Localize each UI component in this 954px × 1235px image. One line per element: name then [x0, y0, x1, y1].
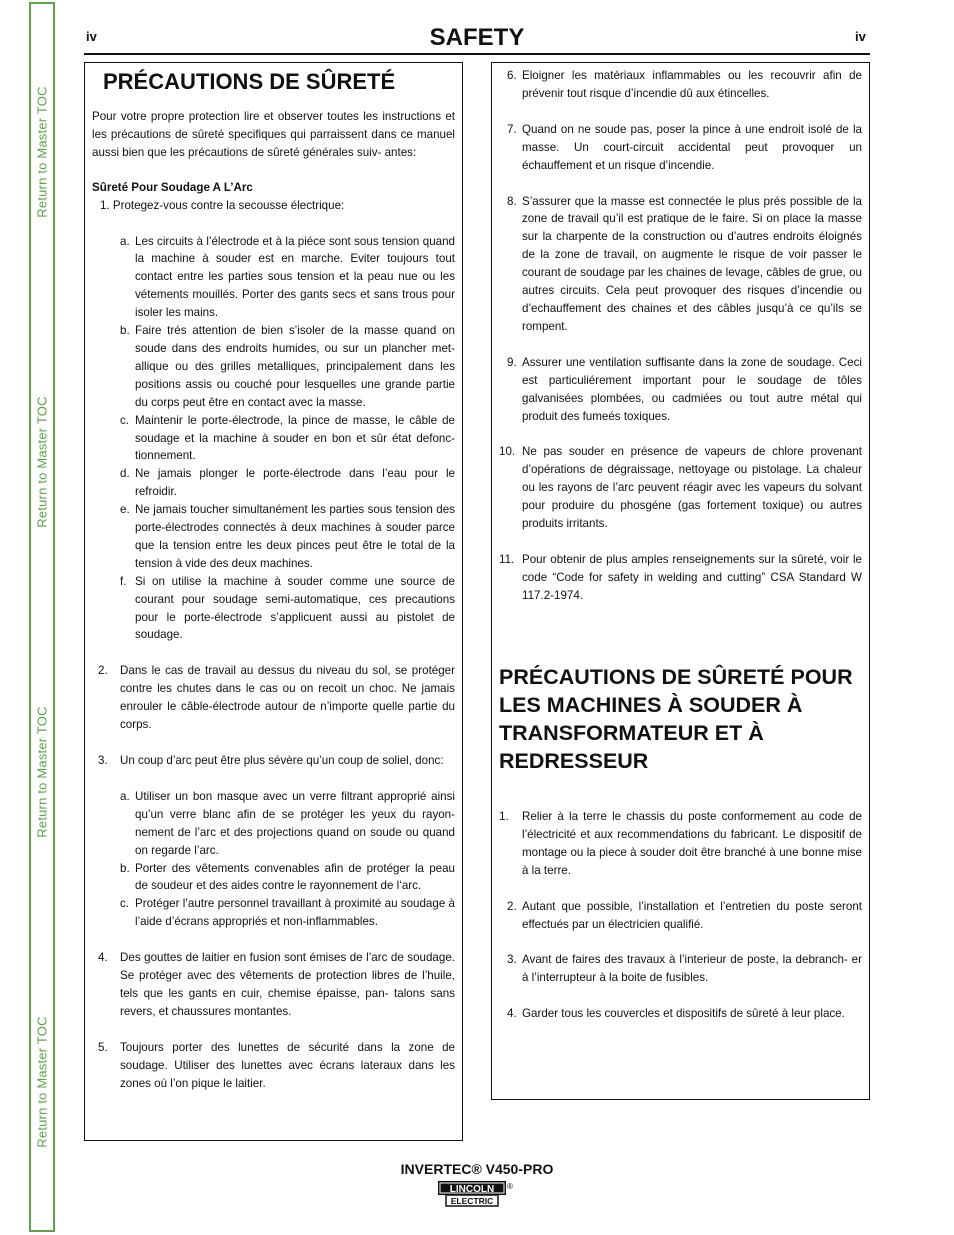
- sub-item-text: Si on utilise la machine à souder comme une source de courant pour soudage semi-automatique, ces precautions pour le porte-électrode s’applicuent aussi au pistolet de soudage.: [135, 574, 455, 642]
- sub-list-item: [120, 501, 455, 573]
- page-number-right: iv: [855, 29, 866, 44]
- sub-list-item: [120, 412, 455, 466]
- sub-list-item: [120, 322, 455, 412]
- footer-model-name: INVERTEC® V450-PRO: [400, 1161, 554, 1177]
- list-item-text: S’assurer que la masse est connectée le plus prés possible de la zone de travail qu’il est pratique de le faire. Si on place la masse sur la charpente de la construction ou d’autres endroits éloignés de la zone de travail, on augmente le risque de voir passer le courant de soudage par les chaines de levage, câbles de grue, ou autres circuits. Cela peut provoquer des risques d’incendie ou d’echauffement des chaines et des câbles jusqu’à ce qu’ils se rompent.: [522, 194, 862, 333]
- sub-item-label: d.: [120, 467, 130, 481]
- sub-item-text: Protéger l’autre personnel travaillant à proximité au soudage à l’aide d’écrans appropriés et non-inflammables.: [135, 897, 455, 929]
- list-item-number: 1.: [499, 810, 509, 823]
- sub-item-text: Utiliser un bon masque avec un verre filtrant approprié ainsi qu’un verre blanc afin de se protéger les yeux du rayon- nement de l’arc et des projections quand on soude ou quand on regarde l’arc.: [135, 789, 455, 857]
- list-item-text: 1. Protegez-vous contre la secousse électrique:: [100, 198, 345, 212]
- list-item-number: 9.: [507, 355, 517, 369]
- intro-paragraph: Pour votre propre protection lire et observer toutes les instructions et les précautions de sûreté specifiques qui parraissent dans ce manuel aussi bien que les précautions de sûreté générales suiv- antes:: [92, 110, 455, 159]
- right-safety-box: [491, 62, 870, 1100]
- header-rule: [84, 53, 870, 55]
- list-item-text: Garder tous les couvercles et dispositifs de sûreté à leur place.: [522, 1007, 845, 1021]
- sub-item-label: e.: [120, 503, 130, 517]
- list-item-text: Un coup d’arc peut être plus sévère qu’un coup de soliel, donc:: [120, 754, 444, 767]
- sub-item-label: c.: [120, 413, 130, 427]
- sub-list-item: [120, 788, 455, 860]
- return-to-master-toc-link[interactable]: Return to Master TOC: [34, 396, 50, 528]
- list-item: [98, 1039, 455, 1093]
- list-item: [499, 808, 862, 880]
- list-item-text: Relier à la terre le chassis du poste conformement au code de l’électricité et aux recommendations du fabricant. Le dispositif de montage ou la piece à souder doit être branché à une bonne mise à la terre.: [522, 810, 862, 877]
- list-item-number: 10.: [499, 445, 516, 459]
- sub-list-item: [120, 233, 455, 323]
- list-item-text: Eloigner les matériaux inflammables ou les recouvrir afin de prévenir tout risque d’incendie dû aux étincelles.: [522, 69, 862, 100]
- list-item: [499, 67, 862, 103]
- list-item: [499, 121, 862, 175]
- sub-item-label: f.: [120, 574, 127, 588]
- logo-text-bottom: ELECTRIC: [450, 1196, 494, 1206]
- return-to-master-toc-link[interactable]: Return to Master TOC: [34, 1016, 50, 1148]
- page-title: SAFETY: [429, 24, 525, 51]
- list-item: [499, 193, 862, 336]
- registered-mark: ®: [507, 1182, 513, 1191]
- list-item-text: Autant que possible, l’installation et l’entretien du poste seront effectués par un électricien qualifié.: [522, 899, 862, 931]
- lincoln-electric-logo: [436, 1180, 516, 1213]
- list-item-text: Quand on ne soude pas, poser la pince à une endroit isolé de la masse. Un court-circuit accidental peut provoquer un échauffement et un risque d’incendie.: [522, 122, 862, 172]
- list-item: [98, 752, 455, 770]
- list-item-number: 3.: [98, 754, 108, 767]
- list-item-text: Pour obtenir de plus amples renseignements sur la sûreté, voir le code “Code for safety in welding and cutting” CSA Standard W 117.2-1974.: [522, 552, 862, 602]
- list-item: [98, 662, 455, 734]
- list-item-number: 8.: [507, 194, 517, 208]
- sub-item-text: Ne jamais plonger le porte-électrode dans l’eau pour le refroidir.: [135, 467, 455, 499]
- list-item: [92, 197, 455, 215]
- sub-item-text: Faire trés attention de bien s’isoler de la masse quand on soude dans des endroits humides, ou sur un plancher met- allique ou des grilles metalliques, principalement dans les positions assis ou couché pour lesquelles une grande partie du corps peut être en contact avec la masse.: [135, 324, 455, 409]
- list-item-text: Assurer une ventilation suffisante dans la zone de soudage. Ceci est particuliérement important pour le soudage de tôles galvanisées plombées, ou cadmiées ou tout autre métal qui produit des fumeés toxiques.: [522, 355, 862, 423]
- list-item-text: Des gouttes de laitier en fusion sont émises de l’arc de soudage. Se protéger avec des vêtements de protection libres de l’huile, tels que les gants en cuir, chemise épaisse, pan- talons sans revers, et chaussures montantes.: [120, 951, 455, 1018]
- list-item-number: 4.: [507, 1007, 517, 1021]
- list-item: [499, 354, 862, 426]
- sub-item-label: a.: [120, 789, 130, 803]
- return-to-master-toc-link[interactable]: Return to Master TOC: [34, 86, 50, 218]
- sub-list-item: [120, 860, 455, 896]
- sub-item-text: Les circuits à l’électrode et à la piéce sont sous tension quand la machine à souder est en marche. Eviter toujours tout contact entre les parties sous tension et la peau nue ou les vétements mouillés. Porter des gants secs et sans trous pour isoler les mains.: [135, 234, 455, 320]
- sub-list: [92, 788, 455, 931]
- list-item-number: 5.: [98, 1040, 108, 1054]
- list-item-number: 2.: [507, 899, 517, 913]
- list-item: [499, 443, 862, 533]
- sub-list: [92, 233, 455, 645]
- sub-item-text: Maintenir le porte-électrode, la pince de masse, le câble de soudage et la machine à souder en bon et sûr état defonc- tionnement.: [135, 413, 455, 463]
- sub-list-item: [120, 465, 455, 501]
- sub-item-text: Porter des vêtements convenables afin de protéger la peau de soudeur et des aides contre le rayonnement de l‘arc.: [135, 861, 455, 893]
- sub-item-text: Ne jamais toucher simultanément les parties sous tension des porte-électrodes connectés à deux machines à souder parce que la tension entre les deux pinces peut être le total de la tension à vide des deux machines.: [135, 503, 455, 570]
- logo-graphic: [436, 1180, 516, 1208]
- return-to-master-toc-link[interactable]: Return to Master TOC: [34, 706, 50, 838]
- list-item: [499, 551, 862, 605]
- list-item: [499, 1005, 862, 1023]
- list-item: [499, 898, 862, 934]
- list-item-number: 7.: [507, 122, 517, 136]
- list-item-number: 6.: [507, 69, 517, 82]
- sub-list-item: [120, 573, 455, 645]
- subheading: Sûreté Pour Soudage A L’Arc: [92, 180, 253, 194]
- list-item-number: 2.: [98, 664, 108, 678]
- sub-list-item: [120, 895, 455, 931]
- list-item-text: Avant de faires des travaux à l’interieur de poste, la debranch- er à l’interrupteur à la boite de fusibles.: [522, 953, 862, 985]
- left-safety-box: [84, 62, 463, 1141]
- page-number-left: iv: [86, 29, 97, 44]
- list-item: [499, 951, 862, 987]
- list-item-text: Ne pas souder en présence de vapeurs de chlore provenant d’opérations de dégraissage, nettoyage ou pistolage. La chaleur ou les rayons de l’arc peuvent réagir avec les vapeurs du solvant pour produire du phosgéne (gas fortement toxique) ou autres produits irritants.: [522, 445, 862, 531]
- logo-text-top: LINCOLN: [449, 1184, 495, 1195]
- list-item-number: 4.: [98, 951, 108, 965]
- section-title: PRÉCAUTIONS DE SÛRETÉ: [103, 69, 396, 94]
- sub-item-label: b.: [120, 324, 130, 338]
- list-item: [98, 949, 455, 1021]
- list-item-text: Dans le cas de travail au dessus du niveau du sol, se protéger contre les chutes dans le cas ou on recoit un choc. Ne jamais enrouler le câble-électrode autour de n’importe quelle partie du corps.: [120, 664, 455, 732]
- list-item-text: Toujours porter des lunettes de sécurité dans la zone de soudage. Utiliser des lunettes avec écrans lateraux dans les zones où l’on pique le laitier.: [120, 1040, 455, 1090]
- list-item-number: 3.: [507, 953, 517, 967]
- sub-item-label: b.: [120, 861, 130, 875]
- sub-item-label: c.: [120, 897, 130, 911]
- list-item-number: 11.: [499, 552, 515, 566]
- sub-item-label: a.: [120, 234, 130, 248]
- section-title: PRÉCAUTIONS DE SÛRETÉ POUR LES MACHINES À SOUDER À TRANSFORMATEUR ET À REDRESSEUR: [499, 665, 853, 773]
